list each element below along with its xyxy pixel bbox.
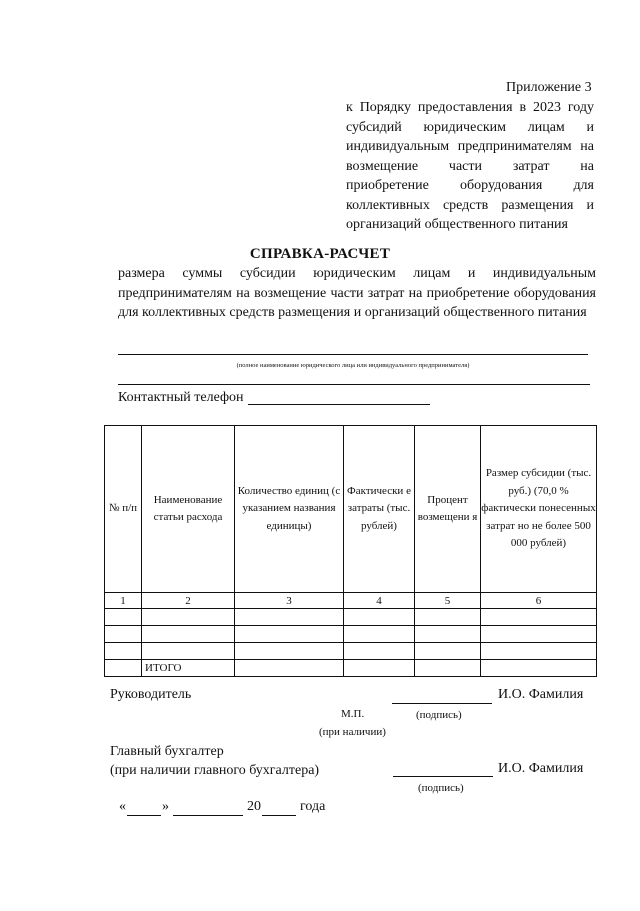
stamp-if-available: (при наличии) — [319, 726, 386, 738]
header-number: № п/п — [105, 426, 142, 593]
stamp-label: М.П. — [341, 708, 365, 720]
table-cell[interactable] — [142, 609, 235, 626]
table-cell — [105, 660, 142, 677]
table-cell[interactable] — [142, 643, 235, 660]
table-row — [105, 626, 597, 643]
table-cell[interactable] — [235, 609, 344, 626]
head-signature-caption: (подпись) — [416, 709, 462, 721]
total-label: ИТОГО — [142, 660, 235, 677]
total-cell[interactable] — [344, 660, 415, 677]
table-cell[interactable] — [415, 643, 481, 660]
date-month-line — [173, 815, 243, 816]
column-number: 1 — [105, 593, 142, 609]
table-cell[interactable] — [481, 643, 597, 660]
table-cell[interactable] — [344, 609, 415, 626]
header-quantity: Количество единиц (с указанием названия единицы) — [235, 426, 344, 593]
table-cell[interactable] — [481, 609, 597, 626]
header-actual-costs: Фактически е затраты (тыс. рублей) — [344, 426, 415, 593]
column-number: 4 — [344, 593, 415, 609]
calculation-table — [104, 425, 597, 677]
contact-phone-line — [248, 404, 430, 405]
organization-name-line — [118, 354, 588, 355]
table-cell[interactable] — [344, 643, 415, 660]
appendix-number: Приложение 3 — [506, 80, 592, 95]
header-reimbursement-percent: Процент возмещени я — [415, 426, 481, 593]
head-signature-line — [392, 703, 492, 704]
document-title: СПРАВКА-РАСЧЕТ — [249, 246, 391, 262]
date-open-quote: « — [119, 799, 126, 814]
accountant-label: Главный бухгалтер — [110, 744, 224, 759]
table-cell[interactable] — [105, 643, 142, 660]
table-cell[interactable] — [105, 609, 142, 626]
column-numbers-row — [105, 593, 597, 609]
appendix-text: к Порядку предоставления в 2023 году субсидий юридическим лицам и индивидуальным предпринимателям на возмещение части затрат на приобретение оборудования для коллективных средств размещения и организаций общественного питания — [346, 100, 594, 232]
table-header-row — [105, 426, 597, 593]
head-name: И.О. Фамилия — [498, 687, 584, 702]
date-year-line — [262, 815, 296, 816]
table-row — [105, 609, 597, 626]
total-cell[interactable] — [415, 660, 481, 677]
accountant-name: И.О. Фамилия — [498, 761, 584, 776]
total-row — [105, 660, 597, 677]
table-cell[interactable] — [235, 643, 344, 660]
accountant-signature-caption: (подпись) — [418, 782, 464, 794]
table-row — [105, 643, 597, 660]
table-cell[interactable] — [105, 626, 142, 643]
organization-name-line-2 — [118, 384, 590, 385]
date-year-prefix: 20 — [247, 799, 261, 814]
organization-name-caption: (полное наименование юридического лица или индивидуального предпринимателя) — [236, 362, 470, 369]
header-expense-item: Наименование статьи расхода — [142, 426, 235, 593]
column-number: 5 — [415, 593, 481, 609]
accountant-note: (при наличии главного бухгалтера) — [110, 763, 320, 778]
document-subtitle: размера суммы субсидии юридическим лицам и индивидуальным предпринимателям на возмещение части затрат на приобретение оборудования для коллективных средств размещения и организаций общественного питания — [118, 266, 596, 320]
table-cell[interactable] — [415, 609, 481, 626]
table-cell[interactable] — [235, 626, 344, 643]
column-number: 2 — [142, 593, 235, 609]
column-number: 6 — [481, 593, 597, 609]
table-cell[interactable] — [415, 626, 481, 643]
contact-phone-label: Контактный телефон — [118, 390, 244, 405]
column-number: 3 — [235, 593, 344, 609]
header-subsidy-amount: Размер субсидии (тыс. руб.) (70,0 % фактически понесенных затрат но не более 500 000 рублей) — [481, 426, 597, 593]
date-close-quote: » — [162, 799, 169, 814]
date-year-suffix: года — [300, 799, 326, 814]
table-cell[interactable] — [344, 626, 415, 643]
total-cell[interactable] — [235, 660, 344, 677]
total-cell[interactable] — [481, 660, 597, 677]
head-label: Руководитель — [110, 687, 192, 702]
table-cell[interactable] — [481, 626, 597, 643]
table-cell[interactable] — [142, 626, 235, 643]
accountant-signature-line — [393, 776, 493, 777]
date-day-line — [127, 815, 161, 816]
